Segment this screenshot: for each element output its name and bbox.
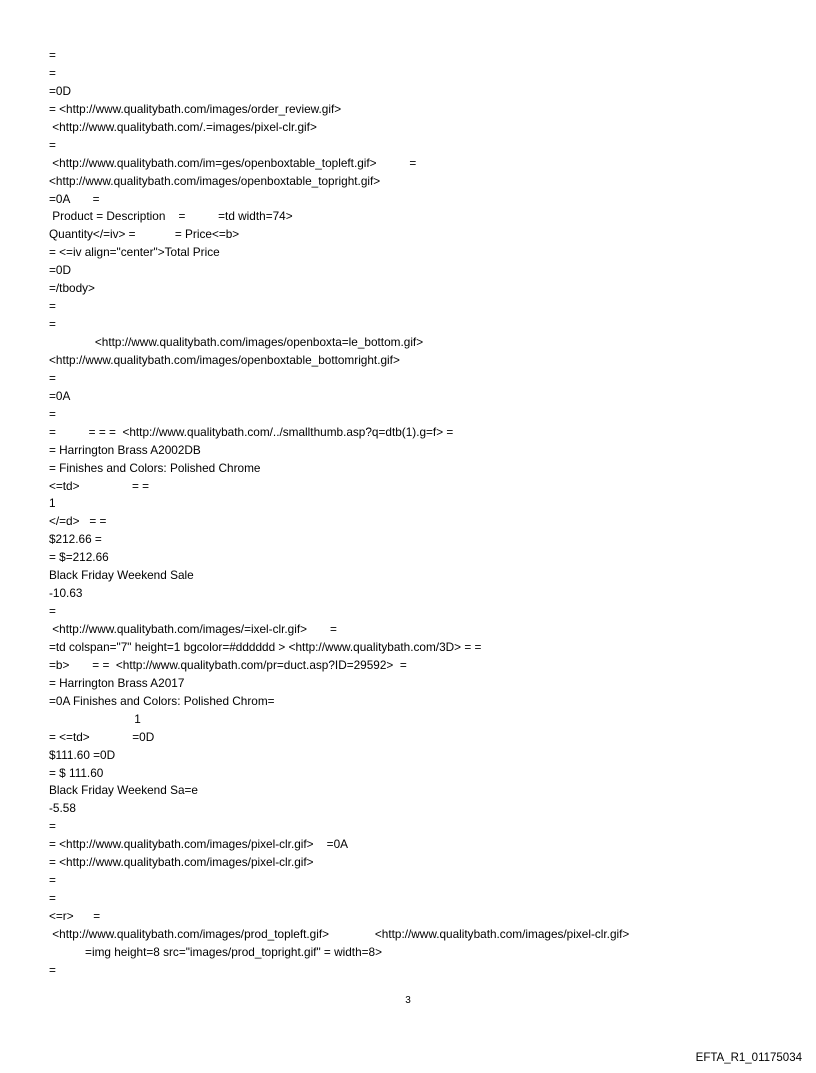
text-line: =0D — [49, 263, 71, 278]
text-line: = — [49, 604, 56, 619]
text-line: = — [49, 370, 56, 385]
text-line: = Harrington Brass A2017 — [49, 675, 185, 690]
text-line: <http://www.qualitybath.com/.=images/pixel-clr.gif> — [49, 119, 317, 134]
text-line: = — [49, 819, 56, 834]
text-line: =0D — [49, 83, 71, 98]
text-line: = Finishes and Colors: Polished Chrome — [49, 460, 261, 475]
text-line: <http://www.qualitybath.com/images/openboxta=le_bottom.gif> — [49, 335, 424, 349]
text-line: =/tbody> — [49, 281, 95, 296]
text-line: <http://www.qualitybath.com/images/prod_topleft.gif> <http://www.qualitybath.com/images/pixel-clr.gif> — [49, 926, 630, 941]
text-line: = <http://www.qualitybath.com/images/pixel-clr.gif> =0A — [49, 837, 349, 852]
text-line: = <=iv align="center">Total Price — [49, 245, 220, 260]
text-line: = = = = <http://www.qualitybath.com/../smallthumb.asp?q=dtb(1).g=f> = — [49, 424, 454, 439]
text-line: <http://www.qualitybath.com/images/=ixel-clr.gif> = — [49, 622, 337, 636]
text-line: = <=td> =0D — [49, 729, 155, 744]
text-line: $111.60 =0D — [49, 747, 116, 762]
text-line: = — [49, 962, 56, 977]
text-line: = $ 111.60 — [49, 765, 104, 780]
text-line: = — [49, 299, 56, 314]
page-number: 3 — [405, 995, 411, 1006]
text-line: Product = Description = =td width=74> — [49, 209, 293, 224]
text-line: =0A — [49, 388, 71, 403]
text-line: =img height=8 src="images/prod_topright.gif" = width=8> — [49, 944, 382, 959]
text-line: 1 — [49, 496, 56, 511]
text-line: = $=212.66 — [49, 550, 109, 565]
text-line: <=td> = = — [49, 478, 150, 493]
text-line: <=r> = — [49, 909, 101, 923]
text-line: = — [49, 137, 56, 152]
text-line: = Harrington Brass A2002DB — [49, 442, 201, 457]
text-line: Black Friday Weekend Sale — [49, 568, 194, 583]
text-line: = — [49, 406, 56, 421]
text-line: </=d> = = — [49, 514, 107, 529]
text-line: $212.66 = — [49, 532, 102, 547]
text-line: = — [49, 65, 56, 80]
text-line: =0A = — [49, 191, 100, 206]
text-line: <http://www.qualitybath.com/im=ges/openboxtable_topleft.gif> = — [49, 155, 417, 170]
text-line: Black Friday Weekend Sa=e — [49, 783, 198, 798]
text-line: <http://www.qualitybath.com/images/openboxtable_bottomright.gif> — [49, 352, 400, 367]
text-line: =td colspan="7" height=1 bgcolor=#dddddd > <http://www.qualitybath.com/3D> = = — [49, 639, 482, 654]
text-line: = — [49, 48, 56, 62]
text-line: -5.58 — [49, 801, 76, 816]
text-line: = — [49, 317, 56, 332]
text-line: =b> = = <http://www.qualitybath.com/pr=duct.asp?ID=29592> = — [49, 657, 407, 672]
text-line: =0A Finishes and Colors: Polished Chrom= — [49, 693, 275, 708]
text-line: 1 — [49, 711, 141, 726]
document-body — [49, 47, 789, 980]
document-id: EFTA_R1_01175034 — [695, 1052, 802, 1064]
text-line: = <http://www.qualitybath.com/images/order_review.gif> — [49, 101, 342, 116]
text-line: -10.63 — [49, 586, 83, 601]
text-line: <http://www.qualitybath.com/images/openboxtable_topright.gif> — [49, 173, 381, 188]
text-line: = <http://www.qualitybath.com/images/pixel-clr.gif> — [49, 855, 314, 870]
text-line: Quantity</=iv> = = Price<=b> — [49, 227, 240, 242]
text-line: = — [49, 873, 56, 888]
text-line: = — [49, 891, 56, 906]
